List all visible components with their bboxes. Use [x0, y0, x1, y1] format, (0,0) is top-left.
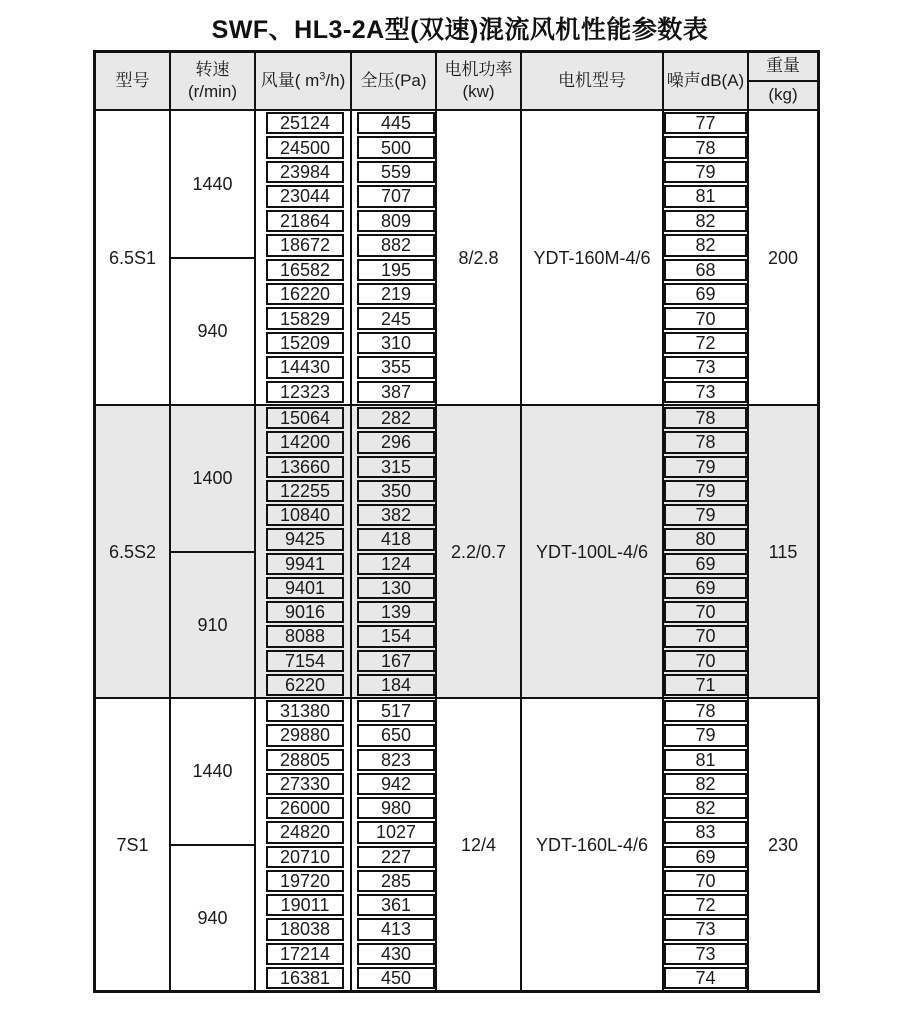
- pressure-value: 650: [357, 724, 435, 746]
- header-power-line2: (kw): [462, 82, 495, 101]
- noise-slot: [664, 845, 747, 869]
- noise-slot: [664, 430, 747, 454]
- pressure-value: 184: [357, 674, 435, 696]
- airflow-value: 9425: [266, 528, 344, 550]
- header-motor: [522, 53, 664, 109]
- noise-value: 70: [664, 870, 747, 892]
- noise-value: 82: [664, 234, 747, 256]
- airflow-value: 12323: [266, 381, 344, 403]
- noise-slot: [664, 209, 747, 233]
- pressure-value: 124: [357, 553, 435, 575]
- pressure-slot: [352, 673, 435, 697]
- speed-column: [171, 699, 256, 990]
- speed-cell: 1440: [192, 761, 233, 782]
- pressure-slot: [352, 282, 435, 306]
- power-cell: 2.2/0.7: [437, 406, 522, 697]
- noise-column: [664, 406, 749, 697]
- noise-slot: [664, 673, 747, 697]
- airflow-slot: [256, 479, 350, 503]
- airflow-value: 26000: [266, 797, 344, 819]
- airflow-slot: [256, 699, 350, 723]
- noise-value: 72: [664, 894, 747, 916]
- noise-slot: [664, 233, 747, 257]
- pressure-value: 809: [357, 210, 435, 232]
- noise-slot: [664, 160, 747, 184]
- pressure-slot: [352, 624, 435, 648]
- airflow-value: 18672: [266, 234, 344, 256]
- pressure-slot: [352, 600, 435, 624]
- speed-column: [171, 111, 256, 404]
- pressure-value: 350: [357, 480, 435, 502]
- noise-value: 69: [664, 577, 747, 599]
- page-title: SWF、HL3-2A型(双速)混流风机性能参数表: [211, 16, 709, 44]
- airflow-value: 15209: [266, 332, 344, 354]
- speed-cell: 1400: [192, 468, 233, 489]
- pressure-value: 282: [357, 407, 435, 429]
- airflow-slot: [256, 111, 350, 135]
- airflow-slot: [256, 503, 350, 527]
- noise-value: 82: [664, 797, 747, 819]
- pressure-value: 315: [357, 456, 435, 478]
- pressure-value: 154: [357, 625, 435, 647]
- pressure-slot: [352, 503, 435, 527]
- airflow-value: 13660: [266, 456, 344, 478]
- noise-slot: [664, 527, 747, 551]
- noise-slot: [664, 184, 747, 208]
- header-speed-line1: 转速: [195, 59, 230, 79]
- airflow-slot: [256, 600, 350, 624]
- header-pressure-label: 全压(Pa): [360, 70, 427, 90]
- airflow-slot: [256, 649, 350, 673]
- pressure-value: 445: [357, 112, 435, 134]
- airflow-value: 19720: [266, 870, 344, 892]
- header-weight: [749, 53, 817, 109]
- airflow-slot: [256, 748, 350, 772]
- airflow-slot: [256, 820, 350, 844]
- pressure-value: 227: [357, 846, 435, 868]
- airflow-value: 14430: [266, 356, 344, 378]
- pressure-value: 450: [357, 967, 435, 989]
- speed-cell: 910: [171, 551, 254, 698]
- noise-value: 69: [664, 553, 747, 575]
- airflow-value: 6220: [266, 674, 344, 696]
- noise-slot: [664, 600, 747, 624]
- pressure-slot: [352, 527, 435, 551]
- noise-value: 73: [664, 356, 747, 378]
- pressure-slot: [352, 331, 435, 355]
- airflow-value: 9401: [266, 577, 344, 599]
- airflow-slot: [256, 455, 350, 479]
- pressure-value: 1027: [357, 821, 435, 843]
- airflow-slot: [256, 233, 350, 257]
- airflow-value: 25124: [266, 112, 344, 134]
- noise-value: 71: [664, 674, 747, 696]
- model-cell: 6.5S2: [96, 406, 171, 697]
- airflow-value: 18038: [266, 918, 344, 940]
- pressure-slot: [352, 723, 435, 747]
- airflow-value: 14200: [266, 431, 344, 453]
- header-model-label: 型号: [115, 70, 150, 90]
- noise-slot: [664, 406, 747, 430]
- airflow-slot: [256, 258, 350, 282]
- airflow-slot: [256, 135, 350, 159]
- pressure-slot: [352, 699, 435, 723]
- pressure-value: 823: [357, 749, 435, 771]
- noise-slot: [664, 576, 747, 600]
- model-cell: 6.5S1: [96, 111, 171, 404]
- airflow-value: 23044: [266, 185, 344, 207]
- header-noise-label: 噪声dB(A): [666, 70, 745, 90]
- noise-value: 79: [664, 480, 747, 502]
- table-blocks: [96, 111, 817, 990]
- pressure-value: 296: [357, 431, 435, 453]
- airflow-value: 24500: [266, 136, 344, 158]
- pressure-slot: [352, 893, 435, 917]
- header-pressure: [352, 53, 437, 109]
- pressure-slot: [352, 380, 435, 404]
- airflow-slot: [256, 772, 350, 796]
- pressure-value: 285: [357, 870, 435, 892]
- noise-slot: [664, 455, 747, 479]
- noise-value: 73: [664, 943, 747, 965]
- pressure-slot: [352, 160, 435, 184]
- airflow-value: 9016: [266, 601, 344, 623]
- weight-cell: 115: [768, 541, 798, 562]
- noise-value: 78: [664, 700, 747, 722]
- airflow-value: 17214: [266, 943, 344, 965]
- model-block: [96, 404, 817, 697]
- header-motor-label: 电机型号: [558, 70, 626, 90]
- motor-cell: YDT-160L-4/6: [522, 699, 664, 990]
- header-weight-line1: 重量: [749, 53, 817, 82]
- airflow-slot: [256, 796, 350, 820]
- speed-cell: 940: [171, 257, 254, 405]
- pressure-value: 310: [357, 332, 435, 354]
- header-speed: [171, 53, 256, 109]
- airflow-slot: [256, 331, 350, 355]
- pressure-slot: [352, 869, 435, 893]
- airflow-value: 9941: [266, 553, 344, 575]
- airflow-value: 16220: [266, 283, 344, 305]
- noise-slot: [664, 966, 747, 990]
- pressure-value: 195: [357, 259, 435, 281]
- noise-value: 78: [664, 407, 747, 429]
- performance-table: [93, 50, 820, 993]
- airflow-value: 15064: [266, 407, 344, 429]
- noise-slot: [664, 380, 747, 404]
- noise-value: 79: [664, 504, 747, 526]
- noise-value: 78: [664, 431, 747, 453]
- pressure-column: [352, 111, 437, 404]
- pressure-slot: [352, 649, 435, 673]
- pressure-slot: [352, 135, 435, 159]
- noise-slot: [664, 917, 747, 941]
- noise-slot: [664, 942, 747, 966]
- header-model: [96, 53, 171, 109]
- pressure-value: 387: [357, 381, 435, 403]
- pressure-slot: [352, 479, 435, 503]
- airflow-slot: [256, 430, 350, 454]
- airflow-value: 21864: [266, 210, 344, 232]
- noise-value: 80: [664, 528, 747, 550]
- airflow-value: 20710: [266, 846, 344, 868]
- airflow-value: 16381: [266, 967, 344, 989]
- speed-column: [171, 406, 256, 697]
- pressure-slot: [352, 942, 435, 966]
- airflow-slot: [256, 942, 350, 966]
- noise-value: 79: [664, 456, 747, 478]
- airflow-value: 27330: [266, 773, 344, 795]
- pressure-slot: [352, 184, 435, 208]
- airflow-slot: [256, 209, 350, 233]
- airflow-value: 24820: [266, 821, 344, 843]
- noise-value: 83: [664, 821, 747, 843]
- airflow-slot: [256, 306, 350, 330]
- airflow-slot: [256, 723, 350, 747]
- noise-slot: [664, 772, 747, 796]
- airflow-slot: [256, 160, 350, 184]
- airflow-value: 8088: [266, 625, 344, 647]
- pressure-slot: [352, 455, 435, 479]
- noise-slot: [664, 624, 747, 648]
- noise-slot: [664, 331, 747, 355]
- pressure-value: 980: [357, 797, 435, 819]
- header-noise: [664, 53, 749, 109]
- airflow-slot: [256, 893, 350, 917]
- airflow-slot: [256, 184, 350, 208]
- airflow-value: 16582: [266, 259, 344, 281]
- noise-slot: [664, 649, 747, 673]
- pressure-value: 500: [357, 136, 435, 158]
- pressure-value: 355: [357, 356, 435, 378]
- pressure-slot: [352, 820, 435, 844]
- header-power: [437, 53, 522, 109]
- header-weight-line2: (kg): [768, 85, 798, 105]
- noise-value: 81: [664, 185, 747, 207]
- airflow-value: 29880: [266, 724, 344, 746]
- noise-slot: [664, 258, 747, 282]
- speed-cell: 1440: [192, 173, 233, 194]
- airflow-column: [256, 699, 352, 990]
- noise-slot: [664, 552, 747, 576]
- pressure-value: 707: [357, 185, 435, 207]
- pressure-slot: [352, 552, 435, 576]
- pressure-value: 382: [357, 504, 435, 526]
- noise-value: 69: [664, 846, 747, 868]
- header-power-line1: 电机功率: [444, 59, 513, 79]
- model-block: [96, 697, 817, 990]
- pressure-slot: [352, 430, 435, 454]
- pressure-value: 361: [357, 894, 435, 916]
- airflow-slot: [256, 845, 350, 869]
- airflow-value: 28805: [266, 749, 344, 771]
- noise-value: 70: [664, 650, 747, 672]
- pressure-value: 418: [357, 528, 435, 550]
- noise-column: [664, 699, 749, 990]
- header-airflow: [256, 53, 352, 109]
- pressure-value: 139: [357, 601, 435, 623]
- pressure-value: 219: [357, 283, 435, 305]
- airflow-slot: [256, 917, 350, 941]
- pressure-value: 245: [357, 307, 435, 329]
- weight-cell: 230: [767, 834, 799, 855]
- noise-value: 73: [664, 381, 747, 403]
- noise-value: 79: [664, 724, 747, 746]
- pressure-slot: [352, 111, 435, 135]
- noise-value: 82: [664, 210, 747, 232]
- noise-slot: [664, 135, 747, 159]
- noise-slot: [664, 869, 747, 893]
- noise-value: 77: [664, 112, 747, 134]
- noise-slot: [664, 503, 747, 527]
- weight-cell: 200: [767, 247, 799, 268]
- airflow-slot: [256, 527, 350, 551]
- noise-slot: [664, 282, 747, 306]
- noise-value: 78: [664, 136, 747, 158]
- speed-cell: 940: [171, 844, 254, 991]
- airflow-value: 19011: [266, 894, 344, 916]
- noise-value: 79: [664, 161, 747, 183]
- airflow-value: 10840: [266, 504, 344, 526]
- model-cell: 7S1: [96, 699, 171, 990]
- pressure-value: 413: [357, 918, 435, 940]
- noise-slot: [664, 479, 747, 503]
- pressure-value: 167: [357, 650, 435, 672]
- noise-slot: [664, 355, 747, 379]
- noise-value: 70: [664, 601, 747, 623]
- airflow-slot: [256, 380, 350, 404]
- airflow-value: 7154: [266, 650, 344, 672]
- noise-value: 72: [664, 332, 747, 354]
- pressure-slot: [352, 772, 435, 796]
- airflow-slot: [256, 624, 350, 648]
- noise-slot: [664, 723, 747, 747]
- header-speed-line2: (r/min): [187, 82, 238, 101]
- noise-slot: [664, 306, 747, 330]
- pressure-slot: [352, 209, 435, 233]
- noise-slot: [664, 748, 747, 772]
- airflow-slot: [256, 406, 350, 430]
- airflow-slot: [256, 576, 350, 600]
- power-cell: 8/2.8: [437, 111, 522, 404]
- pressure-slot: [352, 406, 435, 430]
- noise-value: 68: [664, 259, 747, 281]
- header-airflow-label: 风量( $m^3/h$): [260, 70, 346, 90]
- airflow-slot: [256, 869, 350, 893]
- motor-cell: YDT-100L-4/6: [522, 406, 664, 697]
- pressure-column: [352, 406, 437, 697]
- table-header-row: [96, 53, 817, 111]
- model-block: [96, 111, 817, 404]
- pressure-column: [352, 699, 437, 990]
- airflow-slot: [256, 966, 350, 990]
- pressure-value: 559: [357, 161, 435, 183]
- noise-value: 82: [664, 773, 747, 795]
- airflow-slot: [256, 552, 350, 576]
- noise-slot: [664, 111, 747, 135]
- pressure-slot: [352, 258, 435, 282]
- airflow-column: [256, 111, 352, 404]
- noise-value: 81: [664, 749, 747, 771]
- pressure-value: 130: [357, 577, 435, 599]
- airflow-value: 15829: [266, 307, 344, 329]
- noise-value: 73: [664, 918, 747, 940]
- pressure-value: 942: [357, 773, 435, 795]
- noise-value: 70: [664, 625, 747, 647]
- pressure-slot: [352, 306, 435, 330]
- pressure-slot: [352, 576, 435, 600]
- noise-slot: [664, 820, 747, 844]
- airflow-slot: [256, 673, 350, 697]
- noise-slot: [664, 796, 747, 820]
- airflow-value: 23984: [266, 161, 344, 183]
- superscript-3: 3: [319, 70, 326, 83]
- noise-slot: [664, 893, 747, 917]
- pressure-slot: [352, 355, 435, 379]
- power-cell: 12/4: [437, 699, 522, 990]
- airflow-value: 31380: [266, 700, 344, 722]
- airflow-value: 12255: [266, 480, 344, 502]
- airflow-slot: [256, 282, 350, 306]
- noise-value: 74: [664, 967, 747, 989]
- pressure-value: 430: [357, 943, 435, 965]
- motor-cell: YDT-160M-4/6: [522, 111, 664, 404]
- header-weight-split: [749, 53, 817, 109]
- pressure-slot: [352, 917, 435, 941]
- airflow-column: [256, 406, 352, 697]
- pressure-slot: [352, 845, 435, 869]
- airflow-slot: [256, 355, 350, 379]
- noise-value: 69: [664, 283, 747, 305]
- noise-slot: [664, 699, 747, 723]
- pressure-slot: [352, 966, 435, 990]
- pressure-slot: [352, 796, 435, 820]
- pressure-slot: [352, 748, 435, 772]
- pressure-slot: [352, 233, 435, 257]
- pressure-value: 517: [357, 700, 435, 722]
- noise-value: 70: [664, 307, 747, 329]
- pressure-value: 882: [357, 234, 435, 256]
- noise-column: [664, 111, 749, 404]
